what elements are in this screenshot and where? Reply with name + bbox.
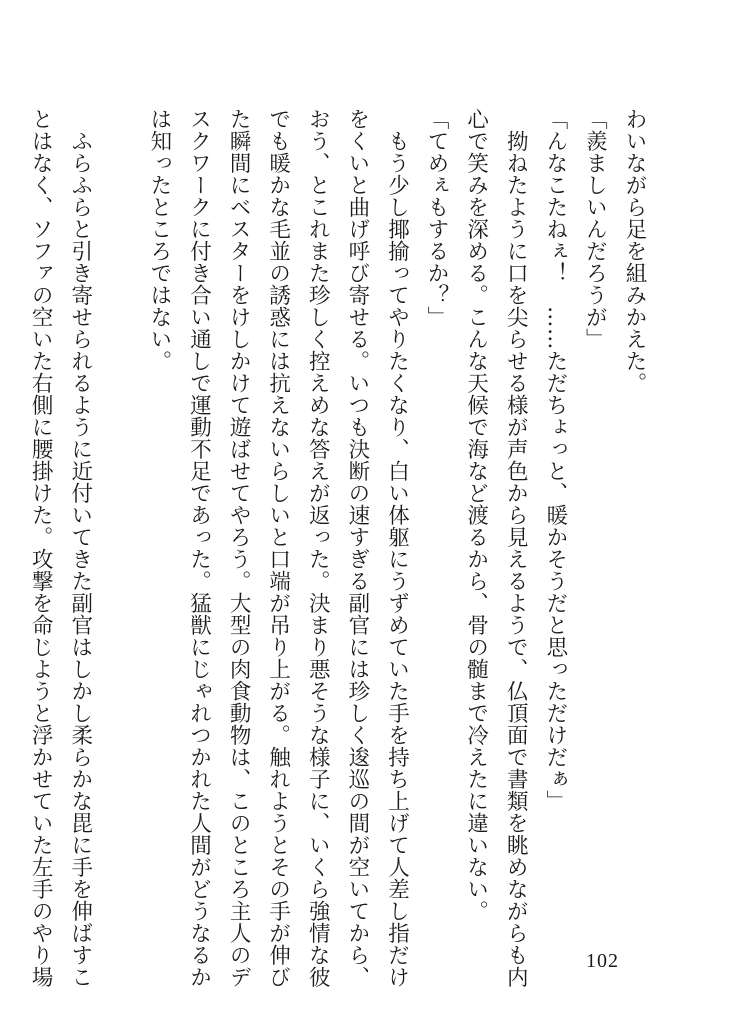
text-line: をくいと曲げ呼び寄せる。いつも決断の速すぎる副官には珍しく逡巡の間が空いてから、: [344, 108, 370, 988]
text-line: 「てめぇもするか？」: [424, 108, 450, 328]
text-line: もう少し揶揄ってやりたくなり、白い体躯にうずめていた手を持ち上げて人差し指だけ: [384, 108, 410, 988]
text-line: おう、とこれまた珍しく控えめな答えが返った。決まり悪そうな様子に、いくら強情な彼: [305, 108, 331, 988]
page-number: 102: [586, 950, 619, 972]
text-line: 「んなこたねぇ！ ……ただちょっと、暖かそうだと思っただけだぁ」: [542, 108, 568, 812]
text-line: とはなく、ソファの空いた右側に腰掛けた。攻撃を命じようと浮かせていた左手のやり場: [28, 108, 54, 988]
text-line: でも暖かな毛並の誘惑には抗えないらしいと口端が吊り上がる。触れようとその手が伸び: [265, 108, 291, 988]
text-line: た瞬間にベスターをけしかけて遊ばせてやろう。大型の肉食動物は、このところ主人のデ: [226, 108, 252, 988]
blank-line: [100, 108, 140, 908]
text-line: ふらふらと引き寄せられるように近付いてきた副官はしかし柔らかな毘に手を伸ばすこ: [67, 108, 93, 988]
text-line: わいながら足を組みかえた。: [622, 108, 647, 394]
text-line: 心で笑みを深める。こんな天候で海など渡るから、骨の髄まで冷えたに違いない。: [463, 108, 489, 922]
text-line: 拗ねたように口を尖らせる様が声色から見えるようで、仏頂面で書類を眺めながらも内: [503, 108, 529, 988]
text-line: 「羨ましいんだろうが」: [582, 108, 608, 350]
text-line: は知ったところではない。: [146, 108, 172, 372]
text-line: スクワークに付き合い通しで運動不足であった。猛獣にじゃれつかれた人間がどうなるか: [186, 108, 212, 988]
